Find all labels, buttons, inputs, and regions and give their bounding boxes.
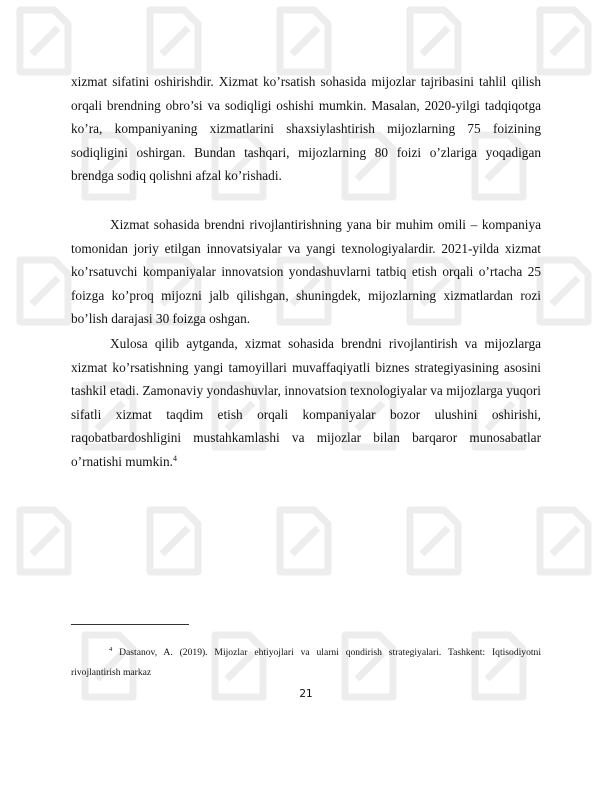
footnote-separator	[71, 624, 189, 625]
footnote-reference[interactable]: 4	[172, 453, 177, 463]
paragraph-1: xizmat sifatini oshirishdir. Xizmat ko’rsatish sohasida mijozlar tajribasini tahlil qilish orqali brendning obro’si va sodiqligi oshishi mumkin. Masalan, 2020-yilgi tadqiqotga ko’ra, kompaniyaning xizmatlarini shaxsiylashtirish mijozlarning 75 foizining sodiqligini oshirgan. Bundan tashqari, mijozlarning 80 foizi o’zlariga yoqadigan brendga sodiq qolishni afzal ko’rishadi.	[71, 74, 541, 184]
paragraph-2: Xizmat sohasida brendni rivojlantirishning yana bir muhim omili – kompaniya tomonidan joriy etilgan innovatsiyalar va yangi texnologiyalardir. 2021-yilda xizmat ko’rsatuvchi kompaniyalar innovatsion yondashuvlarni tatbiq etish orqali o’rtacha 25 foizga ko’proq mijozni jalb qilishgan, shuningdek, mijozlarning xizmatlardan rozi bo’lish darajasi 30 foizga oshgan.	[71, 217, 541, 327]
footnote	[71, 643, 541, 683]
footnote-number: 4	[109, 646, 113, 653]
paragraph-3-text: Xulosa qilib aytganda, xizmat sohasida brendni rivojlantirish va mijozlarga xizmat ko’rsatishning yangi tamoyillari muvaffaqiyatli biznes strategiyasining asosini tashkil etadi. Zamonaviy yondashuvlar, innovatsion texnologiyalar va mijozlarga yuqori sifatli xizmat taqdim etish orqali kompaniyalar bozor ulushini oshirishi, raqobatbardoshligini mustahkamlashi va mijozlar bilan barqaror munosabatlar o’rnatishi mumkin.	[71, 336, 541, 469]
footnote-text: Dastanov, A. (2019). Mijozlar ehtiyojlari va ularni qondirish strategiyalari. Tashkent: Iqtisodiyotni rivojlantirish markaz	[71, 647, 542, 678]
page-number: 21	[299, 688, 313, 700]
paragraph-3	[71, 332, 541, 474]
